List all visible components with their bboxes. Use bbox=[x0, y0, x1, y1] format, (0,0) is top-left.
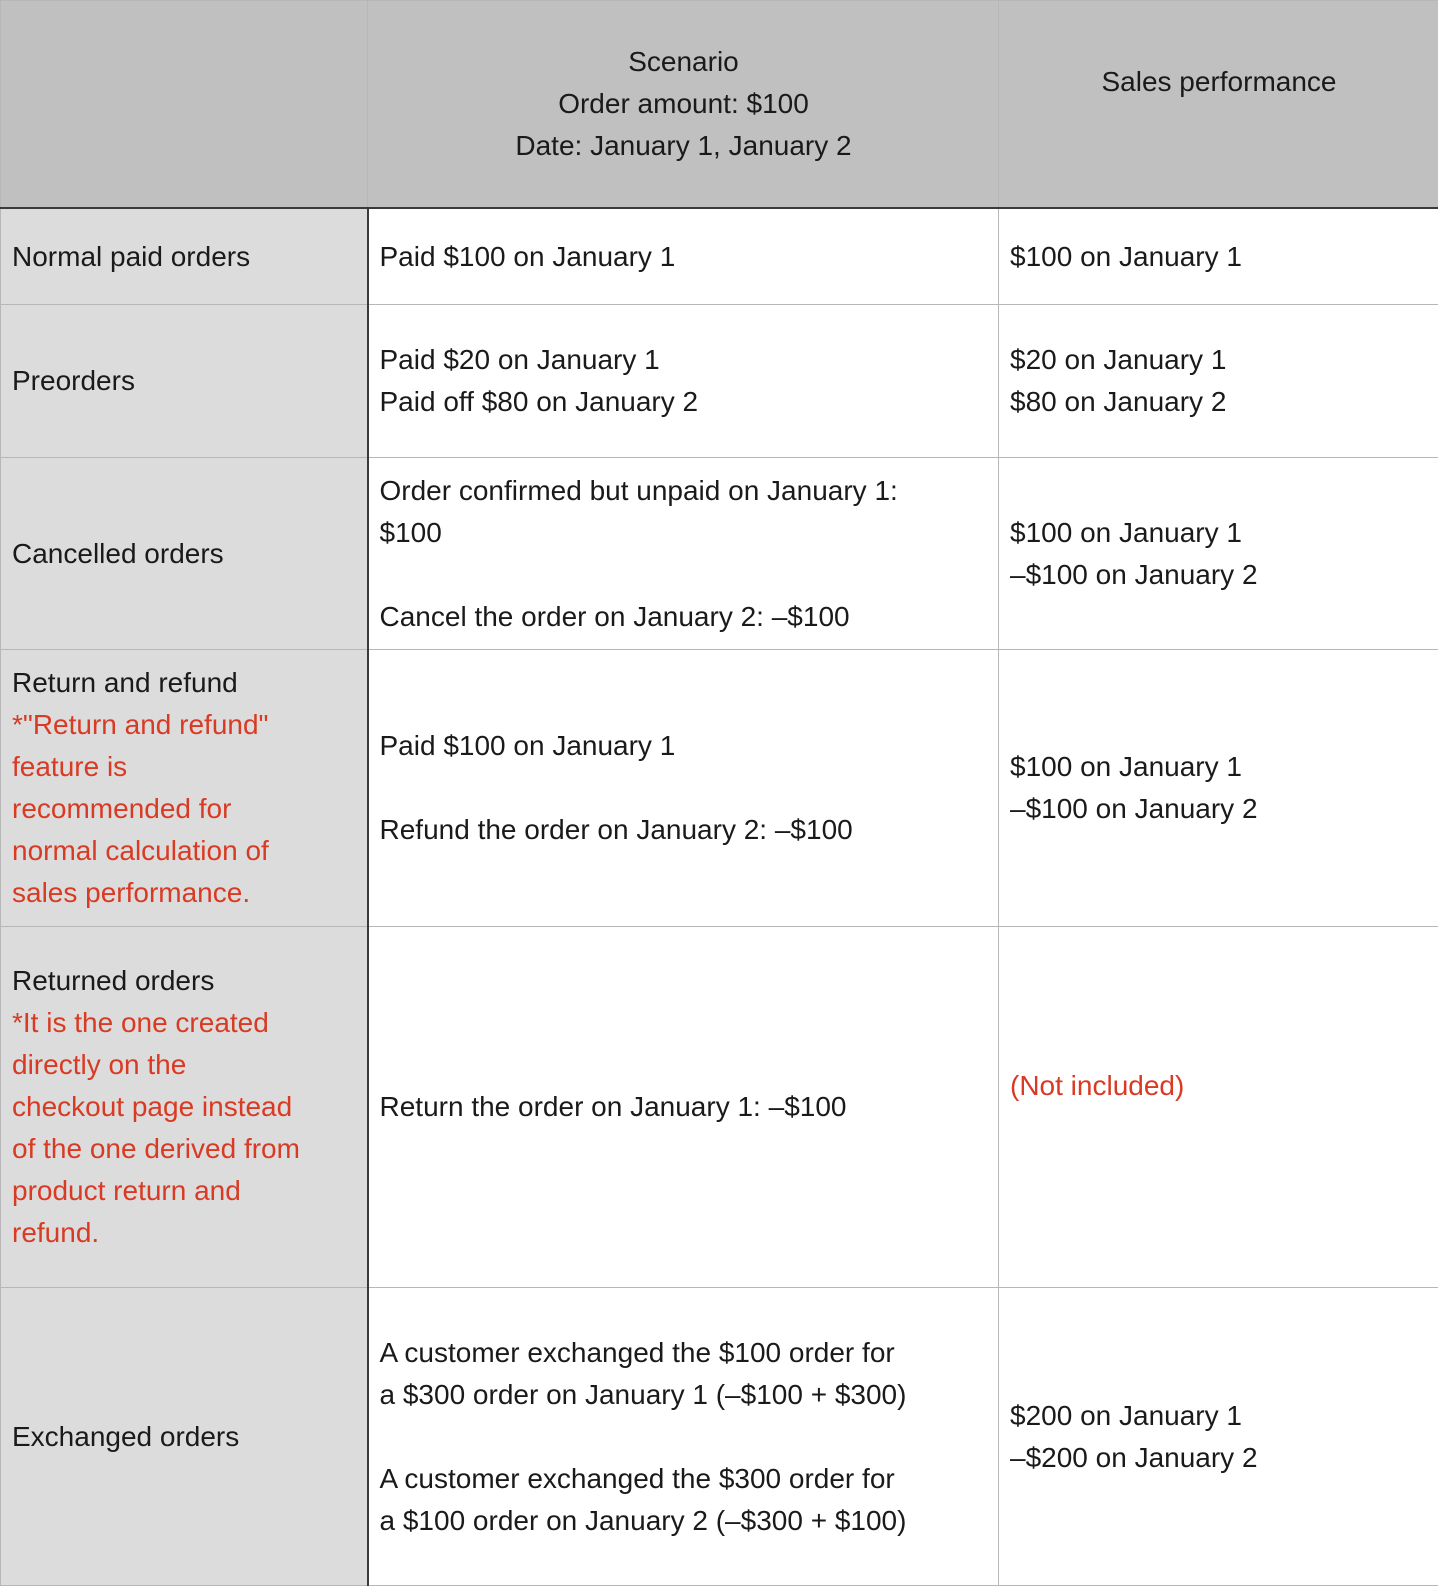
row-label-returned-orders bbox=[1, 927, 368, 1288]
sales-text: $100 on January 1 bbox=[1010, 236, 1428, 278]
sales-cell-preorders bbox=[999, 305, 1438, 458]
table-row-return-and-refund bbox=[1, 650, 1438, 927]
scenario-cell-cancelled-orders bbox=[368, 458, 999, 650]
header-sales-performance-title: Sales performance bbox=[1010, 61, 1428, 103]
row-label-text: Returned orders bbox=[12, 960, 357, 1002]
scenario-cell-returned-orders bbox=[368, 927, 999, 1288]
scenario-text: Refund the order on January 2: –$100 bbox=[380, 809, 989, 851]
row-note-text: checkout page instead bbox=[12, 1086, 357, 1128]
sales-text: $100 on January 1 bbox=[1010, 512, 1428, 554]
scenario-cell-exchanged-orders bbox=[368, 1288, 999, 1586]
row-note-text: feature is bbox=[12, 746, 357, 788]
row-note-text: product return and bbox=[12, 1170, 357, 1212]
row-note-text: *It is the one created bbox=[12, 1002, 357, 1044]
row-label-cancelled-orders bbox=[1, 458, 368, 650]
sales-text: $200 on January 1 bbox=[1010, 1395, 1428, 1437]
sales-cell-exchanged-orders bbox=[999, 1288, 1438, 1586]
paragraph-gap bbox=[380, 1416, 989, 1458]
scenario-text: a $300 order on January 1 (–$100 + $300) bbox=[380, 1374, 989, 1416]
row-note-text: recommended for bbox=[12, 788, 357, 830]
row-label-text: Cancelled orders bbox=[12, 533, 357, 575]
header-row bbox=[1, 1, 1438, 209]
header-scenario-title: Scenario bbox=[379, 41, 988, 83]
header-scenario-cell bbox=[368, 1, 999, 209]
scenario-text: A customer exchanged the $100 order for bbox=[380, 1332, 989, 1374]
row-label-preorders bbox=[1, 305, 368, 458]
scenario-cell-preorders bbox=[368, 305, 999, 458]
scenario-cell-normal-paid-orders bbox=[368, 208, 999, 305]
table-row-normal-paid-orders bbox=[1, 208, 1438, 305]
scenario-text: $100 bbox=[380, 512, 989, 554]
sales-cell-normal-paid-orders bbox=[999, 208, 1438, 305]
row-label-return-and-refund bbox=[1, 650, 368, 927]
paragraph-gap bbox=[380, 554, 989, 596]
scenario-text: a $100 order on January 2 (–$300 + $100) bbox=[380, 1500, 989, 1542]
scenario-text: Paid $20 on January 1 bbox=[380, 339, 989, 381]
sales-text: $80 on January 2 bbox=[1010, 381, 1428, 423]
header-blank-cell bbox=[1, 1, 368, 209]
row-note-text: *"Return and refund" bbox=[12, 704, 357, 746]
table-row-returned-orders bbox=[1, 927, 1438, 1288]
row-label-text: Exchanged orders bbox=[12, 1416, 357, 1458]
sales-text: $20 on January 1 bbox=[1010, 339, 1428, 381]
sales-cell-returned-orders bbox=[999, 927, 1438, 1288]
scenario-text: A customer exchanged the $300 order for bbox=[380, 1458, 989, 1500]
scenario-text: Cancel the order on January 2: –$100 bbox=[380, 596, 989, 638]
row-label-normal-paid-orders bbox=[1, 208, 368, 305]
scenario-text: Return the order on January 1: –$100 bbox=[380, 1086, 989, 1128]
row-note-text: of the one derived from bbox=[12, 1128, 357, 1170]
sales-cell-return-and-refund bbox=[999, 650, 1438, 927]
table-row-exchanged-orders bbox=[1, 1288, 1438, 1586]
header-order-amount: Order amount: $100 bbox=[379, 83, 988, 125]
scenario-text: Order confirmed but unpaid on January 1: bbox=[380, 470, 989, 512]
row-label-text: Preorders bbox=[12, 360, 357, 402]
header-sales-performance-cell bbox=[999, 1, 1438, 209]
not-included-text: (Not included) bbox=[1010, 1065, 1428, 1107]
scenario-text: Paid $100 on January 1 bbox=[380, 725, 989, 767]
row-note-text: directly on the bbox=[12, 1044, 357, 1086]
sales-text: $100 on January 1 bbox=[1010, 746, 1428, 788]
table-row-preorders bbox=[1, 305, 1438, 458]
row-label-text: Normal paid orders bbox=[12, 236, 357, 278]
sales-text: –$200 on January 2 bbox=[1010, 1437, 1428, 1479]
scenario-text: Paid off $80 on January 2 bbox=[380, 381, 989, 423]
sales-text: –$100 on January 2 bbox=[1010, 788, 1428, 830]
row-note-text: refund. bbox=[12, 1212, 357, 1254]
row-label-exchanged-orders bbox=[1, 1288, 368, 1586]
sales-cell-cancelled-orders bbox=[999, 458, 1438, 650]
row-label-text: Return and refund bbox=[12, 662, 357, 704]
scenario-cell-return-and-refund bbox=[368, 650, 999, 927]
header-dates: Date: January 1, January 2 bbox=[379, 125, 988, 167]
table-row-cancelled-orders bbox=[1, 458, 1438, 650]
row-note-text: normal calculation of bbox=[12, 830, 357, 872]
row-note-text: sales performance. bbox=[12, 872, 357, 914]
paragraph-gap bbox=[380, 767, 989, 809]
sales-text: –$100 on January 2 bbox=[1010, 554, 1428, 596]
scenario-text: Paid $100 on January 1 bbox=[380, 236, 989, 278]
